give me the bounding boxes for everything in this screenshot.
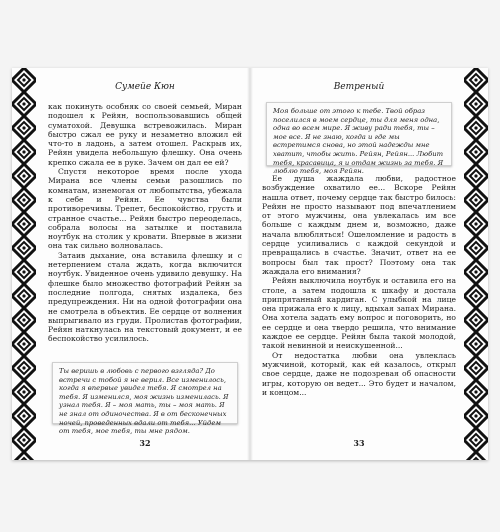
left-paragraph-3: Затаив дыхание, она вставила флешку и с нетерпением стала ждать, когда включится ноутбук. Увиденное очень удивило девушку. На флешке было множество фотографий Рейян за последние полгода, снятых издалека, без предупреждения. Ни на одной фотографии она не смотрела в объектив. Ее сердце от волнения выпрыгивало из груди. Пролистав фотографии, Рейян наткнулась на текстовый документ, и ее беспокойство усилилось.	[48, 250, 242, 344]
left-paragraph-2: Спустя некоторое время после ухода Мирана все члены семьи разошлись по комнатам, изнемогая от любопытства, убежала к себе и Рейян. Ее чувства были противоречивы. Трепет, беспокойство, грусть и странное счастье... Рейян быстро переоделась, собрала волосы на затылке и поставила ноутбук на столик у кровати. Впервые в жизни она так сильно волновалась.	[48, 167, 242, 251]
left-handwritten-note: Ты веришь в любовь с первого взгляда? До встречи с тобой я не верил. Все изменилось, когда я впервые увидел тебя. Я смотрел на тебя. Я изменился, моя жизнь изменилась. Я узнал тебя. Я – моя мать, ты – моя мать. Я не знал от одиночества. Я в от бесконечных ночей, проведенных вдали от тебя... Уйдем от тебя, мое тебя, ты мне рядом.	[52, 362, 238, 424]
book-spread	[12, 68, 488, 460]
left-page-header: Сумейе Кюн	[115, 82, 175, 92]
left-page-body	[48, 102, 242, 344]
right-ornament-border	[464, 68, 488, 460]
right-page-number: 33	[353, 438, 365, 448]
right-paragraph-3: От недостатка любви она увлеклась мужчиной, который, как ей казалось, открыл свое сердце, даже не подозревая об опасности игры, которую он ведет... Это будет и началом, и концом...	[262, 350, 456, 397]
right-page-header: Ветреный	[333, 82, 385, 92]
right-paragraph-2: Рейян выключила ноутбук и оставила его на столе, а затем подошла к шкафу и достала припрятанный кардиган. С улыбкой на лице она прижала его к лицу, вдыхая запах Мирана. Она хотела задать ему вопрос и поговорить, но ее сердце и она твердо решила, что внимание каждое ее сердце. Рейян была такой молодой, такой невинной и неискушенной...	[262, 276, 456, 351]
right-page-body	[262, 174, 456, 397]
right-paragraph-1: Ее душа жаждала любви, радостное возбуждение охватило ее... Вскоре Рейян нашла ответ, почему сердце так быстро билось: Рейян не просто называют под впечатлением от этого мужчины, она увлекалась им все больше с каждым днем и, возможно, даже начала влюбляться! Ошеломление и радость в сердце усиливались с каждой секундой и превращались в счастье. Значит, ответ на ее вопросы был так прост? Поэтому она так жаждала его внимания?	[262, 174, 456, 276]
left-ornament-border	[12, 68, 36, 460]
left-paragraph-1: как покинуть особняк со своей семьей, Миран подошел к Рейян, воспользовавшись общей суматохой. Девушка встревожилась. Миран быстро сжал ее руку и незаметно вложил ей что-то в ладонь, а затем отошел. Раскрыв их, Рейян увидела небольшую флешку. Она очень крепко сжала ее в руке. Зачем он дал ее ей?	[48, 102, 242, 167]
left-page-number: 32	[139, 438, 151, 448]
right-page	[254, 68, 464, 460]
right-handwritten-note: Моя больше от этого к тебе. Твой образ поселился в моем сердце, ты для меня одна, одна во всем мире. Я живу ради тебя, ты – мое все. Я не знаю, когда и где мы встретимся снова, но этой надежды мне хватит, чтобы жить. Рейян, Рейян... Любит тебя, красавица, я и отдам жизнь за тебя. Я люблю тебя, моя Рейян.	[266, 102, 452, 166]
left-page	[40, 68, 250, 460]
